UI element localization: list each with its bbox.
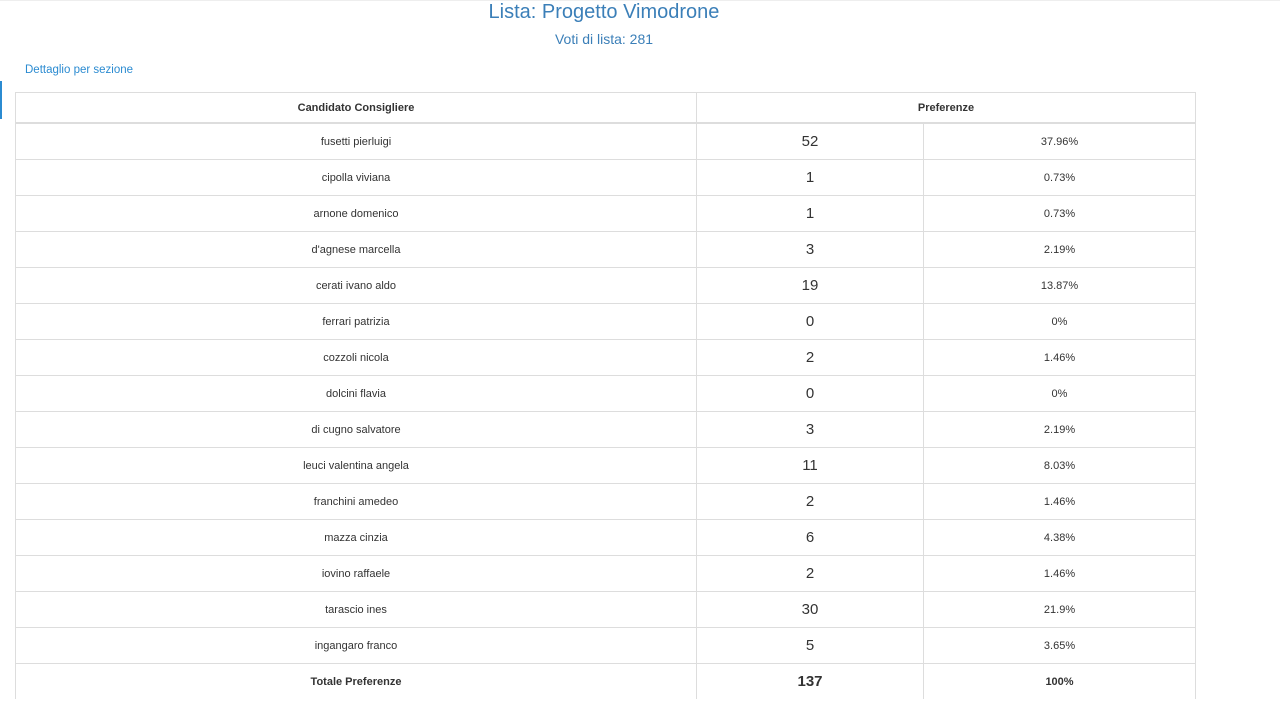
table-row <box>16 448 1196 484</box>
preferences-table <box>15 92 1196 699</box>
candidate-votes: 1 <box>697 160 924 196</box>
table-row <box>16 520 1196 556</box>
table-row <box>16 412 1196 448</box>
candidate-votes: 0 <box>697 304 924 340</box>
table-row <box>16 340 1196 376</box>
candidate-name: mazza cinzia <box>16 520 697 556</box>
table-row <box>16 196 1196 232</box>
candidate-percentage: 4.38% <box>924 520 1196 556</box>
candidate-name: cipolla viviana <box>16 160 697 196</box>
table-row <box>16 592 1196 628</box>
total-percentage: 100% <box>924 664 1196 700</box>
candidate-votes: 2 <box>697 340 924 376</box>
candidate-column-header: Candidato Consigliere <box>16 93 697 124</box>
table-row <box>16 376 1196 412</box>
candidate-name: tarascio ines <box>16 592 697 628</box>
list-votes-subtitle: Voti di lista: 281 <box>554 31 654 47</box>
candidate-name: arnone domenico <box>16 196 697 232</box>
table-row <box>16 232 1196 268</box>
section-detail-link[interactable]: Dettaglio per sezione <box>25 64 134 76</box>
table-header-row <box>16 93 1196 124</box>
candidate-percentage: 21.9% <box>924 592 1196 628</box>
candidate-votes: 6 <box>697 520 924 556</box>
candidate-percentage: 8.03% <box>924 448 1196 484</box>
candidate-name: d'agnese marcella <box>16 232 697 268</box>
candidate-votes: 11 <box>697 448 924 484</box>
candidate-votes: 2 <box>697 556 924 592</box>
scroll-indicator <box>0 81 2 119</box>
candidate-name: leuci valentina angela <box>16 448 697 484</box>
candidate-name: dolcini flavia <box>16 376 697 412</box>
candidate-votes: 2 <box>697 484 924 520</box>
table-row <box>16 484 1196 520</box>
candidate-votes: 0 <box>697 376 924 412</box>
candidate-votes: 30 <box>697 592 924 628</box>
candidate-name: iovino raffaele <box>16 556 697 592</box>
candidate-name: ingangaro franco <box>16 628 697 664</box>
candidate-percentage: 3.65% <box>924 628 1196 664</box>
candidate-votes: 52 <box>697 123 924 160</box>
table-body <box>16 123 1196 699</box>
candidate-percentage: 1.46% <box>924 340 1196 376</box>
candidate-name: di cugno salvatore <box>16 412 697 448</box>
candidate-percentage: 2.19% <box>924 412 1196 448</box>
candidate-percentage: 0.73% <box>924 196 1196 232</box>
candidate-percentage: 0.73% <box>924 160 1196 196</box>
table-row <box>16 556 1196 592</box>
candidate-name: cozzoli nicola <box>16 340 697 376</box>
page-header <box>0 0 1208 48</box>
candidate-name: cerati ivano aldo <box>16 268 697 304</box>
table-row <box>16 304 1196 340</box>
table-row <box>16 628 1196 664</box>
total-label: Totale Preferenze <box>16 664 697 700</box>
table-row <box>16 268 1196 304</box>
candidate-percentage: 1.46% <box>924 484 1196 520</box>
candidate-votes: 3 <box>697 412 924 448</box>
candidate-percentage: 1.46% <box>924 556 1196 592</box>
candidate-percentage: 13.87% <box>924 268 1196 304</box>
total-row <box>16 664 1196 700</box>
total-votes: 137 <box>697 664 924 700</box>
page-title: Lista: Progetto Vimodrone <box>488 1 720 23</box>
candidate-votes: 1 <box>697 196 924 232</box>
preferences-column-header: Preferenze <box>697 93 1196 124</box>
candidate-percentage: 0% <box>924 304 1196 340</box>
candidate-percentage: 0% <box>924 376 1196 412</box>
candidate-votes: 5 <box>697 628 924 664</box>
candidate-name: fusetti pierluigi <box>16 123 697 160</box>
candidate-percentage: 37.96% <box>924 123 1196 160</box>
candidate-percentage: 2.19% <box>924 232 1196 268</box>
candidate-name: franchini amedeo <box>16 484 697 520</box>
table-row <box>16 160 1196 196</box>
table-row <box>16 123 1196 160</box>
candidate-name: ferrari patrizia <box>16 304 697 340</box>
candidate-votes: 3 <box>697 232 924 268</box>
candidate-votes: 19 <box>697 268 924 304</box>
